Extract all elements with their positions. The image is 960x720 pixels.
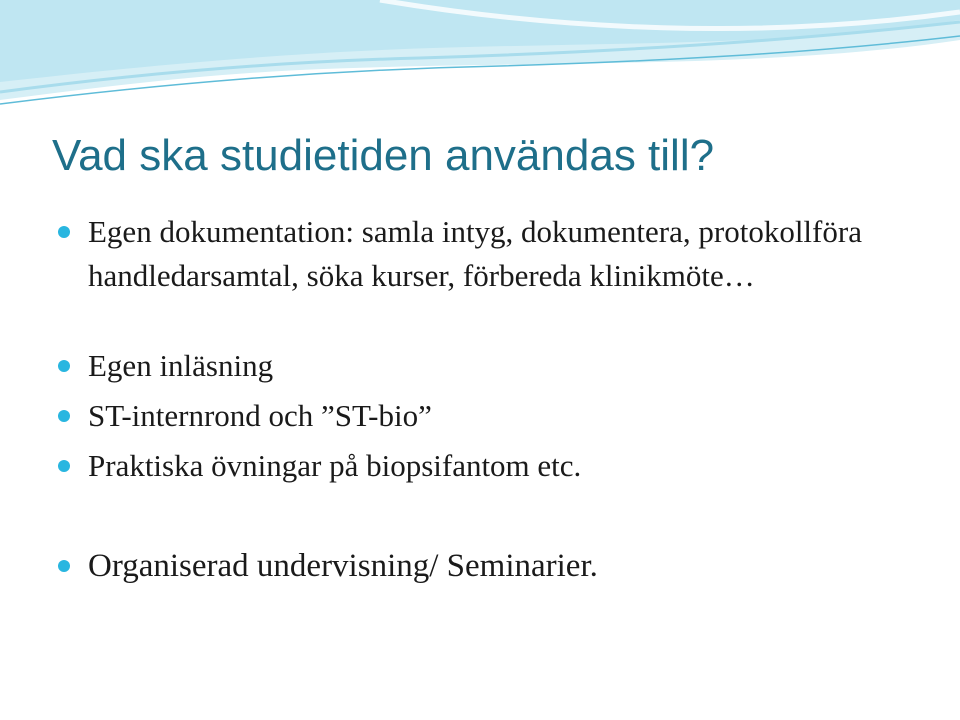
slide-title: Vad ska studietiden användas till? (52, 131, 715, 180)
bullet-icon (58, 226, 70, 238)
bullet-item (58, 344, 273, 388)
bullet-text: Egen dokumentation: samla intyg, dokumentera, protokollföra handledarsamtal, söka kurser, förbereda klinikmöte… (88, 214, 862, 293)
bullet-icon (58, 460, 70, 472)
bullet-item (58, 210, 918, 298)
bullet-item (58, 394, 432, 438)
bullet-text: Egen inläsning (88, 348, 274, 383)
bullet-text: Praktiska övningar på biopsifantom etc. (88, 448, 582, 483)
bullet-icon (58, 360, 70, 372)
header-wave-decoration (0, 0, 960, 120)
bullet-text: ST-internrond och ”ST-bio” (88, 398, 432, 433)
bullet-item (58, 544, 598, 588)
bullet-text: Organiserad undervisning/ Seminarier. (88, 548, 598, 584)
bullet-item (58, 444, 581, 488)
bullet-icon (58, 560, 70, 572)
bullet-icon (58, 410, 70, 422)
